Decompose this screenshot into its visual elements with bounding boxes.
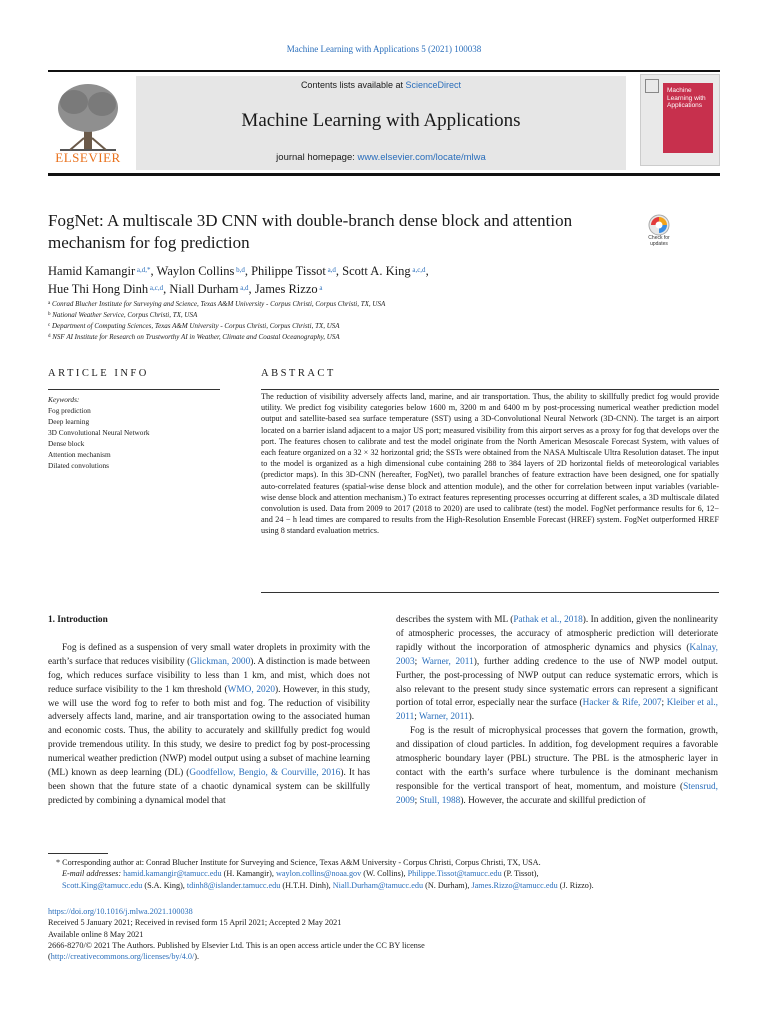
abstract-heading: ABSTRACT [261, 368, 336, 379]
affiliation-item [48, 332, 708, 343]
body-text: ; [414, 795, 420, 806]
author-separator: , [335, 264, 343, 278]
keywords-label: Keywords: [48, 395, 80, 404]
affiliation-marker: d [48, 334, 51, 339]
license-url-line [48, 951, 720, 962]
sciencedirect-link[interactable]: ScienceDirect [405, 80, 462, 90]
body-text: ). [468, 712, 475, 723]
author-list [48, 262, 708, 298]
keyword-item: Attention mechanism [48, 450, 111, 459]
license-link[interactable]: http://creativecommons.org/licenses/by/4.0/ [50, 952, 195, 962]
publisher-name[interactable]: ELSEVIER [55, 150, 121, 165]
email-link[interactable]: Philippe.Tissot@tamucc.edu [407, 869, 502, 879]
author-name: Philippe Tissot [251, 264, 326, 278]
keywords-block [48, 394, 238, 471]
journal-title: Machine Learning with Applications [241, 110, 521, 131]
intro-paragraph-continued [396, 614, 718, 725]
affiliation-marker: c [48, 323, 51, 328]
body-text: ; [414, 712, 419, 723]
keyword-item: Dense block [48, 439, 85, 448]
abstract-rule [261, 389, 719, 390]
author-affiliation-marker[interactable]: a,d,* [135, 266, 151, 274]
author-separator: , [244, 264, 252, 278]
body-text: Fog is the result of microphysical processes that govern the formation, growth, and dissipation of cloud particles. In addition, fog development requires a favorable atmospheric boundary layer (PBL) structure. The PBL is the atmospheric layer in contact with the earth’s surface where turbulence is the dominant mechanism responsible for the vertical transport of heat, momentum, and moisture ( [396, 726, 718, 792]
license-text: 2666-8270/© 2021 The Authors. Published by Elsevier Ltd. This is an open access article under the CC BY license [48, 940, 425, 950]
author-name: Hamid Kamangir [48, 264, 136, 278]
affiliation-item [48, 299, 708, 310]
intro-paragraph-2 [396, 725, 718, 808]
cover-logo-icon [645, 79, 659, 93]
body-text: ). In addition, given the nonlinearity of atmospheric processes, the accuracy of atmospheric prediction will deteriorate rapidly without the incorporation of atmospheric dynamics and physics ( [396, 615, 719, 653]
journal-cover[interactable] [640, 74, 720, 166]
body-text: ; [661, 698, 667, 709]
homepage-link[interactable]: www.elsevier.com/locate/mlwa [357, 152, 486, 163]
author-name: Niall Durham [169, 282, 239, 296]
citation-link[interactable]: Goodfellow, Bengio, & Courville, 2016 [189, 768, 341, 779]
author-separator: , [425, 264, 429, 278]
affiliation-text: Conrad Blucher Institute for Surveying and Science, Texas A&M University - Corpus Christi, Corpus Christi, TX, USA [50, 300, 386, 308]
affiliation-text: National Weather Service, Corpus Christi, TX, USA [50, 311, 198, 319]
article-info-heading: ARTICLE INFO [48, 368, 149, 379]
email-label: E-mail addresses: [62, 869, 124, 879]
author-affiliation-marker[interactable]: a,d [238, 284, 249, 292]
body-text: ), further adding credence to the use of NWP model output. Further, the post-processing of NWP output can reduce systematic errors, which is also relevant to the present study since systematic errors can represent a significant portion of total error, especially near the surface ( [396, 656, 718, 709]
citation-link[interactable]: Warner, 2011 [421, 656, 474, 667]
keyword-item: Dilated convolutions [48, 461, 110, 470]
author-affiliation-marker[interactable]: a,c,d [410, 266, 426, 274]
affiliation-marker: b [48, 312, 51, 317]
citation-link[interactable]: WMO, 2020 [227, 684, 275, 695]
paper-title: FogNet: A multiscale 3D CNN with double-branch dense block and attention mechanism for fog prediction [48, 211, 573, 252]
running-head[interactable]: Machine Learning with Applications 5 (2021) 100038 [286, 44, 482, 54]
license-close-paren: ). [194, 952, 200, 962]
email-owner: (N. Durham), [423, 880, 472, 890]
citation-link[interactable]: Glickman, 2000 [190, 656, 251, 667]
article-info-rule [48, 389, 220, 390]
keyword-item: Deep learning [48, 417, 90, 426]
body-column-left [48, 614, 370, 809]
journal-box [136, 76, 626, 170]
cover-title: Machine Learning with Applications [667, 87, 706, 109]
email-link[interactable]: Scott.King@tamucc.edu [62, 880, 143, 890]
homepage-line [136, 152, 626, 163]
abstract-text: The reduction of visibility adversely affects land, marine, and air transportation. Thus, the ability to skillfully predict fog would provide utility. We predict fog visibility categories below 1600 m, 3200 m and 6400 m by post-processing numerical weather prediction model output and satellite-based sea surface temperature (SST) using a 3D-Convolutional Neural Network (3D-CNN). The target is an airport located on a barrier island adjacent to a major US port; measured visibility from this airport serves as a proxy for fog that develops over the port. The features chosen to calibrate and test the model originate from the North American Mesoscale Forecast System, with values of each feature organized on a 32 × 32 horizontal grid; the SSTs were obtained from the NASA Multiscale Ultra Resolution dataset. The input to the model is organized as a high dimensional cube containing 288 to 384 layers of 2D horizontal fields of meteorological variables (predictor maps). In this 3D-CNN (hereafter, FogNet), two parallel branches of feature extraction have been designed, one for spatially auto-correlated features (spatial-wise dense block and attention module), and the other for correlation between input variables (variable-wise dense block and attention mechanism.) To extract features representing processes occurring at different scales, a 3D multiscale dilated convolution is used. Data from 2009 to 2017 (2018 to 2020) are used to calibrate (test) the model. FogNet performance results for 6, 12− and 24 − h lead times are compared to results from the High-Resolution Ensemble Forecast (HREF) system. FogNet outperformed HREF using 8 standard evaluation metrics. [261, 392, 719, 536]
email-link[interactable]: Niall.Durham@tamucc.edu [332, 880, 424, 890]
email-addresses [48, 868, 720, 891]
corresponding-author-text: Corresponding author at: Conrad Blucher Institute for Surveying and Science, Texas A&M University - Corpus Christi, Corpus Christi, TX, USA. [62, 858, 541, 867]
body-text: ; [414, 656, 422, 667]
email-link[interactable]: waylon.collins@noaa.gov [275, 869, 362, 879]
citation-link[interactable]: Stensrud, 2009 [396, 781, 718, 806]
author-separator: , [163, 282, 170, 296]
footnotes [48, 857, 720, 891]
keyword-item: 3D Convolutional Neural Network [48, 428, 150, 437]
email-owner: (W. Collins), [361, 869, 408, 879]
author-affiliation-marker[interactable]: b,d [234, 266, 245, 274]
available-online: Available online 8 May 2021 [48, 929, 144, 939]
masthead-bottom-rule [48, 173, 720, 176]
check-for-updates-icon [640, 214, 678, 236]
body-text: ). However, the accurate and skillful prediction of [460, 795, 646, 806]
affiliation-item [48, 321, 708, 332]
author-separator: , [150, 264, 157, 278]
email-link[interactable]: tdinh8@islander.tamucc.edu [186, 880, 281, 890]
author-name: Waylon Collins [156, 264, 235, 278]
email-owner: (H. Kamangir), [221, 869, 276, 879]
publication-info [48, 906, 720, 962]
email-owner: (S.A. King), [142, 880, 187, 890]
body-text: ). However, in this study, we will use the word fog to refer to both mist and fog. The reduction of visibility adversely affects land, marine, and air transportation owing to the associated human and economic costs. Thus, the ability to accurately and skillfully predict fog would provide tremendous utility. In this study, we desire to predict fog by post-processing numerical weather prediction (NWP) model output using a subset of machine learning (ML) known as deep learning (DL) ( [48, 684, 371, 779]
citation-link[interactable]: Kleiber et al., 2011 [396, 698, 718, 723]
affiliations [48, 299, 708, 343]
section-heading-introduction: 1. Introduction [48, 615, 108, 625]
citation-link[interactable]: Kalnay, 2003 [396, 642, 718, 667]
body-text: Fog is defined as a suspension of very small water droplets in proximity with the earth’s surface that reduces visibility ( [48, 642, 370, 667]
email-owner: (J. Rizzo). [557, 880, 594, 890]
author-affiliation-marker[interactable]: a,c,d [148, 284, 164, 292]
author-name: Hue Thi Hong Dinh [48, 282, 149, 296]
body-text: ). It has been shown that the future state of a chaotic dynamical system can be skillfully predicted by combining a dynamical model that [48, 768, 371, 806]
homepage-prefix: journal homepage: [276, 152, 355, 163]
affiliation-marker: a [48, 301, 51, 306]
affiliation-text: Department of Computing Sciences, Texas A&M University - Corpus Christi, Corpus Christi, TX, USA [50, 322, 340, 330]
intro-paragraph-1 [48, 642, 370, 809]
author-separator: , [248, 282, 255, 296]
affiliation-item [48, 310, 708, 321]
license-open-paren: ( [48, 952, 51, 962]
body-column-right [396, 614, 718, 809]
keyword-item: Fog prediction [48, 406, 91, 415]
affiliation-text: NSF AI Institute for Research on Trustworthy AI in Weather, Climate and Coastal Oceanography, USA [50, 333, 340, 341]
doi-link[interactable]: https://doi.org/10.1016/j.mlwa.2021.100038 [48, 907, 193, 916]
email-owner: (H.T.H. Dinh), [280, 880, 333, 890]
email-link[interactable]: James.Rizzo@tamucc.edu [471, 880, 558, 890]
abstract-bottom-rule [261, 592, 719, 593]
corresponding-author-note: * Corresponding author at: Conrad Blucher Institute for Surveying and Science, Texas A&M University - Corpus Christi, Corpus Christi, TX, USA. [56, 858, 541, 867]
journal-masthead [48, 70, 720, 176]
email-link[interactable]: hamid.kamangir@tamucc.edu [123, 869, 222, 879]
author-name: Scott A. King [342, 264, 411, 278]
keywords-list [48, 405, 238, 471]
check-for-updates-label: Check for updates [648, 235, 670, 247]
citation-link[interactable]: Pathak et al., 2018 [513, 615, 583, 625]
email-owner: (P. Tissot), [501, 869, 539, 879]
author-affiliation-marker[interactable]: a,d [325, 266, 336, 274]
citation-link[interactable]: Stull, 1988 [419, 795, 461, 806]
received-dates: Received 5 January 2021; Received in revised form 15 April 2021; Accepted 2 May 2021 [48, 918, 342, 928]
contents-prefix: Contents lists available at [300, 80, 403, 90]
body-text: describes the system with ML ( [396, 615, 514, 625]
footnote-rule [48, 853, 108, 854]
author-affiliation-marker[interactable]: a [317, 284, 323, 292]
check-for-updates-badge[interactable] [640, 214, 678, 252]
masthead-top-rule [48, 70, 720, 72]
body-text: ). A distinction is made between fog, which reduces surface visibility to less than 1 km, and mist, which does not reduce surface visibility to the 1 km threshold ( [48, 656, 370, 695]
contents-line [136, 80, 626, 90]
author-name: James Rizzo [254, 282, 318, 296]
citation-link[interactable]: Hacker & Rife, 2007 [582, 698, 662, 709]
citation-link[interactable]: Warner, 2011 [419, 712, 469, 723]
